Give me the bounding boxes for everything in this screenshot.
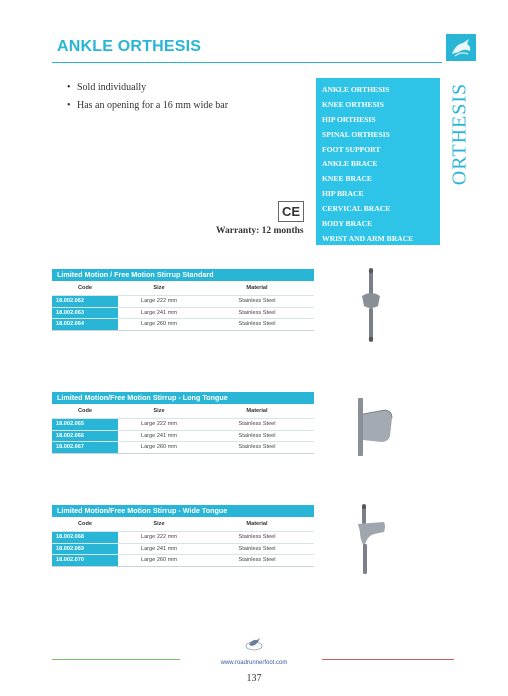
cell-code: 18.002.063 bbox=[52, 308, 118, 319]
product-table-wide-tongue bbox=[52, 505, 314, 567]
menu-item-knee-orthesis[interactable]: KNEE ORTHESIS bbox=[322, 99, 384, 109]
cell-size: Large 241 mm bbox=[140, 545, 178, 552]
col-material-header: Material bbox=[246, 521, 268, 527]
product-table-long-tongue bbox=[52, 392, 314, 454]
cell-material: Stainless Steel bbox=[238, 321, 276, 327]
cell-material: Stainless Steel bbox=[238, 444, 276, 450]
page-number: 137 bbox=[246, 673, 262, 684]
cell-material: Stainless Steel bbox=[238, 432, 276, 439]
cell-code: 18.002.067 bbox=[52, 442, 118, 453]
table-header-row bbox=[52, 404, 314, 418]
cell-material: Stainless Steel bbox=[238, 298, 276, 304]
table-row bbox=[52, 418, 314, 430]
cell-size: Large 222 mm bbox=[140, 534, 178, 540]
col-code-header: Code bbox=[78, 521, 92, 527]
col-code-header: Code bbox=[78, 285, 92, 291]
cell-code: 18.002.069 bbox=[52, 544, 118, 555]
table-row bbox=[52, 531, 314, 543]
cell-size: Large 260 mm bbox=[140, 557, 178, 563]
product-table-standard bbox=[52, 269, 314, 331]
category-menu bbox=[316, 78, 440, 245]
cell-size: Large 260 mm bbox=[140, 444, 178, 450]
table-header-row bbox=[52, 517, 314, 531]
warranty-text: Warranty: 12 months bbox=[216, 226, 304, 236]
table-row bbox=[52, 307, 314, 319]
menu-item-ankle-brace[interactable]: ANKLE BRACE bbox=[322, 159, 378, 169]
cell-size: Large 222 mm bbox=[140, 298, 178, 304]
ce-mark: CE bbox=[278, 201, 304, 222]
cell-code: 18.002.068 bbox=[52, 532, 118, 543]
roadrunner-logo-icon bbox=[244, 636, 264, 652]
menu-item-cervical-brace[interactable]: CERVICAL BRACE bbox=[322, 204, 391, 214]
cell-material: Stainless Steel bbox=[238, 421, 276, 427]
col-material-header: Material bbox=[246, 408, 268, 414]
page-title: ANKLE ORTHESIS bbox=[57, 38, 202, 55]
cell-size: Large 241 mm bbox=[140, 432, 178, 439]
col-size-header: Size bbox=[153, 408, 165, 414]
table-row bbox=[52, 295, 314, 307]
section-vertical-text: ORTHESIS bbox=[448, 82, 471, 186]
menu-item-wrist-arm-brace[interactable]: WRIST AND ARM BRACE bbox=[322, 233, 414, 243]
cell-size: Large 260 mm bbox=[140, 321, 178, 327]
cell-code: 18.002.062 bbox=[52, 296, 118, 307]
table-row bbox=[52, 441, 314, 453]
table-row bbox=[52, 543, 314, 555]
cell-size: Large 222 mm bbox=[140, 421, 178, 427]
feature-list bbox=[67, 82, 228, 118]
table-title: Limited Motion / Free Motion Stirrup Standard bbox=[52, 269, 314, 281]
col-code-header: Code bbox=[78, 408, 92, 414]
title-divider bbox=[52, 62, 442, 63]
col-size-header: Size bbox=[153, 285, 165, 291]
menu-item-spinal-orthesis[interactable]: SPINAL ORTHESIS bbox=[322, 129, 390, 139]
col-size-header: Size bbox=[153, 521, 165, 527]
section-vertical-label bbox=[448, 80, 472, 188]
bird-logo-icon bbox=[446, 34, 476, 61]
menu-item-ankle-orthesis[interactable]: ANKLE ORTHESIS bbox=[322, 85, 390, 94]
stirrup-standard-image bbox=[354, 266, 388, 346]
website-link[interactable]: www.roadrunnerfoot.com bbox=[220, 660, 288, 666]
menu-item-knee-brace[interactable]: KNEE BRACE bbox=[322, 174, 373, 184]
table-row bbox=[52, 318, 314, 330]
menu-item-hip-orthesis[interactable]: HIP ORTHESIS bbox=[322, 114, 376, 124]
cell-code: 18.002.065 bbox=[52, 419, 118, 430]
table-title: Limited Motion/Free Motion Stirrup - Long Tongue bbox=[52, 392, 314, 404]
cell-material: Stainless Steel bbox=[238, 534, 276, 540]
menu-item-body-brace[interactable]: BODY BRACE bbox=[322, 219, 373, 229]
feature-item: • Sold individually bbox=[67, 82, 228, 93]
table-row bbox=[52, 554, 314, 566]
cell-material: Stainless Steel bbox=[238, 557, 276, 563]
stirrup-long-tongue-image bbox=[355, 396, 395, 458]
cell-code: 18.002.066 bbox=[52, 431, 118, 442]
menu-item-foot-support[interactable]: FOOT SUPPORT bbox=[322, 144, 381, 154]
feature-item: • Has an opening for a 16 mm wide bar bbox=[67, 100, 228, 111]
cell-code: 18.002.070 bbox=[52, 555, 118, 566]
menu-item-hip-brace[interactable]: HIP BRACE bbox=[322, 189, 364, 199]
cell-material: Stainless Steel bbox=[238, 309, 276, 316]
table-header-row bbox=[52, 281, 314, 295]
cell-material: Stainless Steel bbox=[238, 545, 276, 552]
stirrup-wide-tongue-image bbox=[354, 502, 388, 576]
table-row bbox=[52, 430, 314, 442]
table-title: Limited Motion/Free Motion Stirrup - Wide Tongue bbox=[52, 505, 314, 517]
col-material-header: Material bbox=[246, 285, 268, 291]
cell-size: Large 241 mm bbox=[140, 309, 178, 316]
cell-code: 18.002.064 bbox=[52, 319, 118, 330]
